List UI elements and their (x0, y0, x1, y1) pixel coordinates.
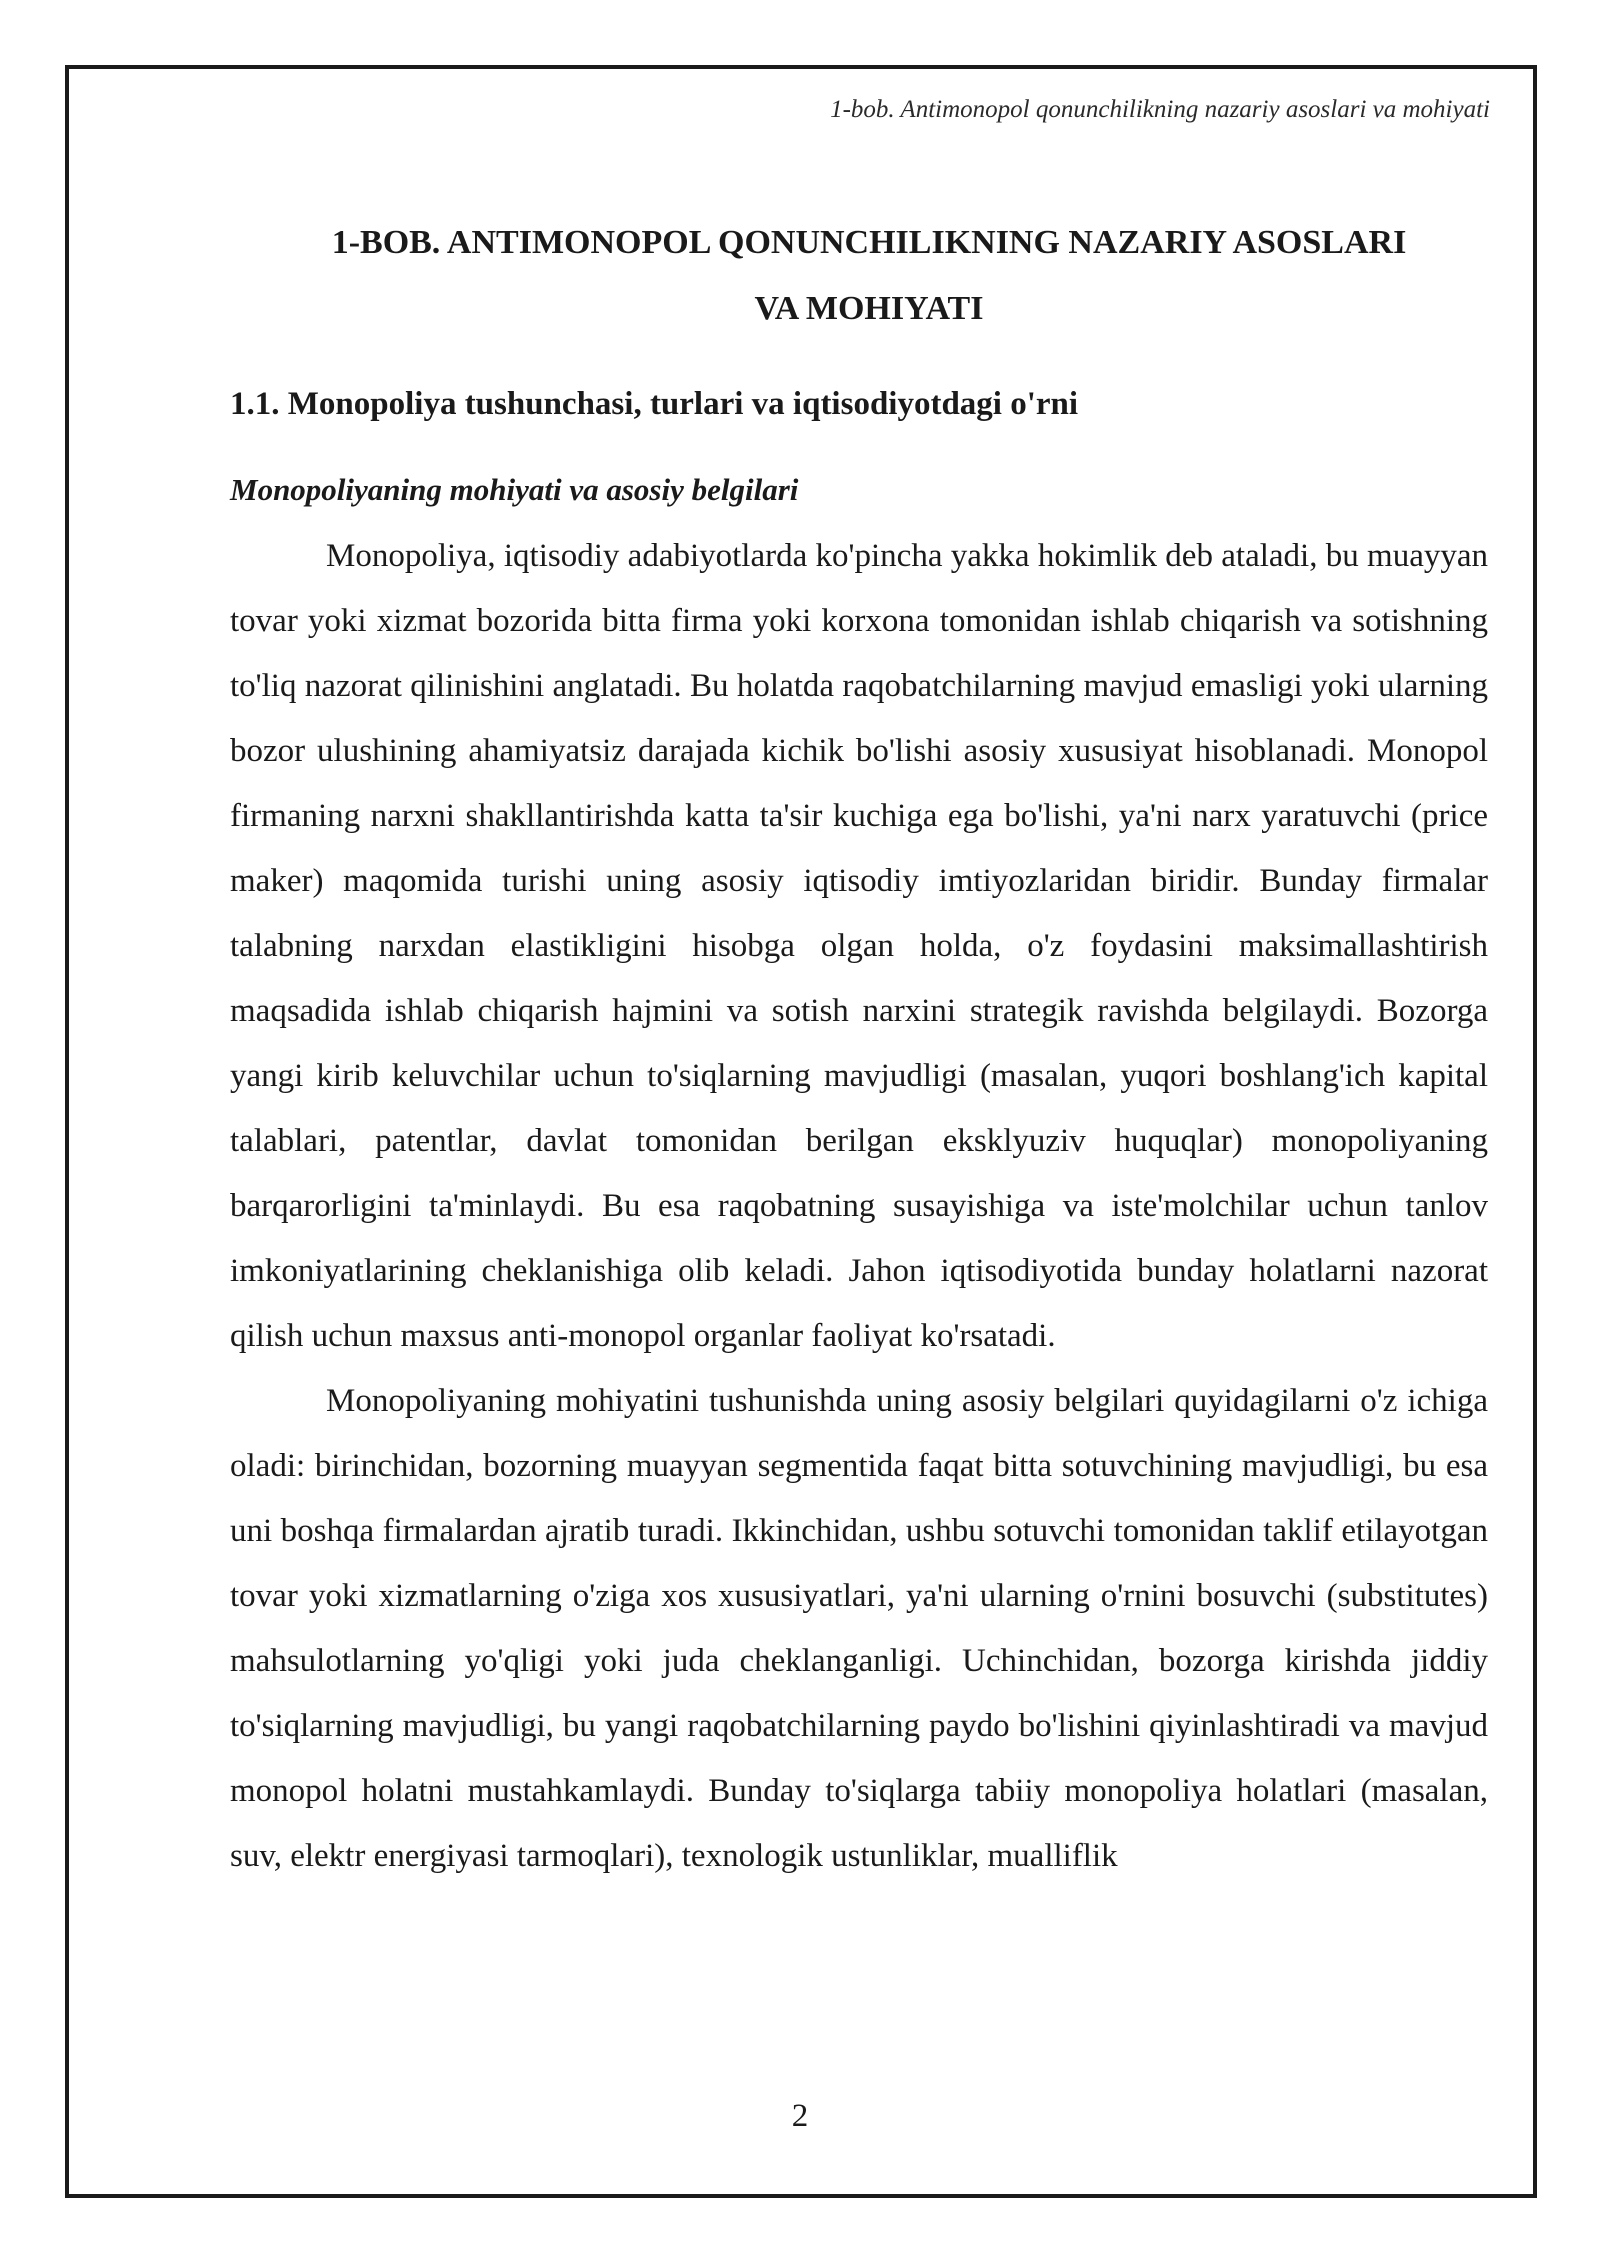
running-header: 1-bob. Antimonopol qonunchilikning nazariy asoslari va mohiyati (830, 96, 1490, 123)
chapter-title (230, 210, 1488, 342)
chapter-title-line1: 1-BOB. ANTIMONOPOL QONUNCHILIKNING NAZARIY ASOSLARI (331, 224, 1407, 261)
section-title: 1.1. Monopoliya tushunchasi, turlari va iqtisodiyotdagi o'rni (230, 386, 1079, 422)
body-paragraph: Monopoliyaning mohiyatini tushunishda uning asosiy belgilari quyidagilarni o'z ichiga oladi: birinchidan, bozorning muayyan segmentida faqat bitta sotuvchining mavjudligi, bu esa uni boshqa firmalardan ajratib turadi. Ikkinchidan, ushbu sotuvchi tomonidan taklif etilayotgan tovar yoki xizmatlarning o'ziga xos xususiyatlari, ya'ni ularning o'rnini bosuvchi (substitutes) mahsulotlarning yo'qligi yoki juda cheklanganligi. Uchinchidan, bozorga kirishda jiddiy to'siqlarning mavjudligi, bu yangi raqobatchilarning paydo bo'lishini qiyinlashtiradi va mavjud monopol holatni mustahkamlaydi. Bunday to'siqlarga tabiiy monopoliya holatlari (masalan, suv, elektr energiyasi tarmoqlari), texnologik ustunliklar, mualliflik (230, 1383, 1488, 1874)
page-content (230, 210, 1488, 1889)
page-number: 2 (791, 2098, 809, 2134)
subsection-title: Monopoliyaning mohiyati va asosiy belgilari (230, 472, 799, 507)
body-paragraph: Monopoliya, iqtisodiy adabiyotlarda ko'pincha yakka hokimlik deb ataladi, bu muayyan tovar yoki xizmat bozorida bitta firma yoki korxona tomonidan ishlab chiqarish va sotishning to'liq nazorat qilinishini anglatadi. Bu holatda raqobatchilarning mavjud emasligi yoki ularning bozor ulushining ahamiyatsiz darajada kichik bo'lishi asosiy xususiyat hisoblanadi. Monopol firmaning narxni shakllantirishda katta ta'sir kuchiga ega bo'lishi, ya'ni narx yaratuvchi (price maker) maqomida turishi uning asosiy iqtisodiy imtiyozlaridan biridir. Bunday firmalar talabning narxdan elastikligini hisobga olgan holda, o'z foydasini maksimallashtirish maqsadida ishlab chiqarish hajmini va sotish narxini strategik ravishda belgilaydi. Bozorga yangi kirib keluvchilar uchun to'siqlarning mavjudligi (masalan, yuqori boshlang'ich kapital talablari, patentlar, davlat tomonidan berilgan eksklyuziv huquqlar) monopoliyaning barqarorligini ta'minlaydi. Bu esa raqobatning susayishiga va iste'molchilar uchun tanlov imkoniyatlarining cheklanishiga olib keladi. Jahon iqtisodiyotida bunday holatlarni nazorat qilish uchun maxsus anti-monopol organlar faoliyat ko'rsatadi. (230, 538, 1488, 1354)
chapter-title-line2: VA MOHIYATI (754, 290, 984, 327)
